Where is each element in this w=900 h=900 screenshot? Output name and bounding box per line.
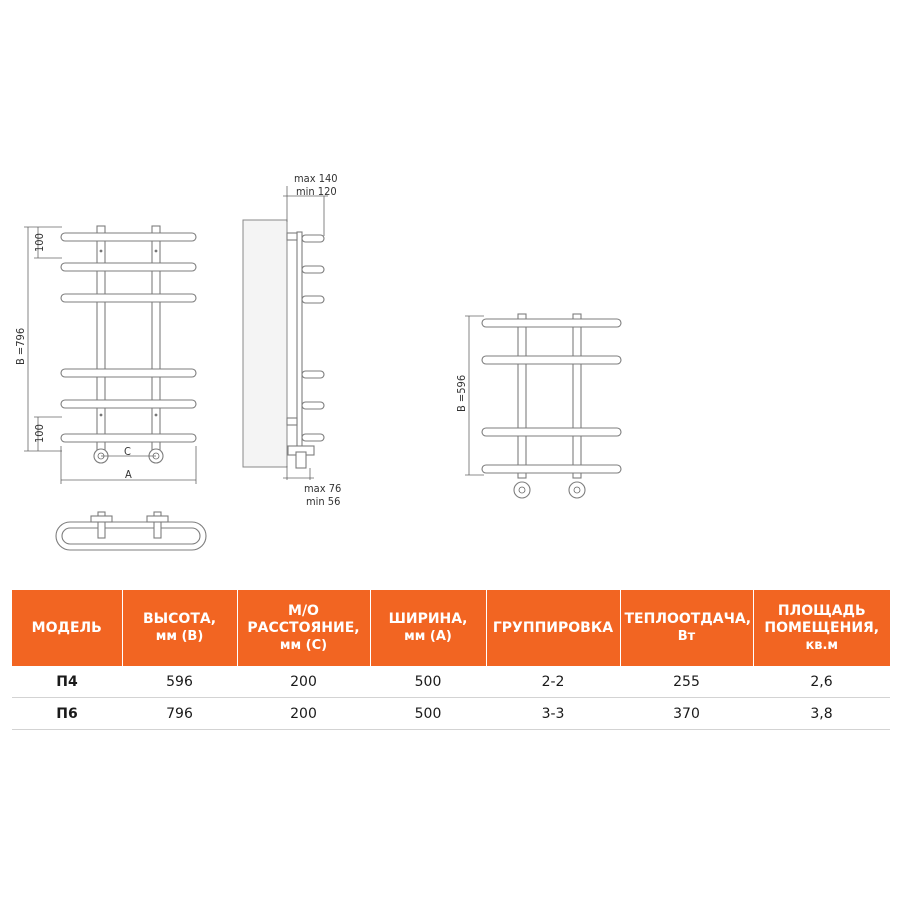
table-header-row bbox=[12, 590, 890, 666]
width-dimension-label: A bbox=[125, 468, 132, 481]
header-grouping: ГРУППИРОВКА bbox=[486, 590, 620, 666]
side-top-max-label: max 140 bbox=[294, 172, 338, 185]
p4-height-dimension-label: B =596 bbox=[455, 374, 468, 412]
side-bottom-max-label: max 76 bbox=[304, 482, 342, 495]
rail-4 bbox=[61, 369, 196, 377]
cell-grouping: 3-3 bbox=[486, 698, 620, 730]
cell-center-distance: 200 bbox=[237, 698, 370, 730]
center-distance-label: C bbox=[124, 445, 131, 458]
p4-right-post bbox=[573, 314, 581, 478]
rail-1 bbox=[61, 233, 196, 241]
header-model: МОДЕЛЬ bbox=[12, 590, 122, 666]
table-row bbox=[12, 666, 890, 698]
header-width: ШИРИНА, мм (A) bbox=[370, 590, 486, 666]
p4-rail-3 bbox=[482, 428, 621, 436]
cell-center-distance: 200 bbox=[237, 666, 370, 698]
p4-rail-4 bbox=[482, 465, 621, 473]
front-view-p6 bbox=[14, 226, 196, 484]
cell-width: 500 bbox=[370, 666, 486, 698]
cell-model: П6 bbox=[12, 698, 122, 730]
specs-table-container bbox=[12, 590, 890, 730]
p4-rail-1 bbox=[482, 319, 621, 327]
top-step-label: 100 bbox=[33, 233, 46, 252]
rail-6 bbox=[61, 434, 196, 442]
side-top-min-label: min 120 bbox=[296, 185, 337, 198]
rail-2 bbox=[61, 263, 196, 271]
height-dimension-label: B =796 bbox=[14, 327, 27, 365]
cell-height: 596 bbox=[122, 666, 237, 698]
front-view-p4 bbox=[455, 314, 621, 498]
table-row bbox=[12, 698, 890, 730]
top-view bbox=[56, 512, 206, 550]
p4-rail-2 bbox=[482, 356, 621, 364]
p4-left-post bbox=[518, 314, 526, 478]
rail-5 bbox=[61, 400, 196, 408]
cell-model: П4 bbox=[12, 666, 122, 698]
bottom-step-label: 100 bbox=[33, 424, 46, 443]
cell-room-area: 2,6 bbox=[753, 666, 890, 698]
wall bbox=[243, 220, 287, 467]
cell-room-area: 3,8 bbox=[753, 698, 890, 730]
header-height: ВЫСОТА, мм (B) bbox=[122, 590, 237, 666]
cell-heat-output: 370 bbox=[620, 698, 753, 730]
right-post bbox=[152, 226, 160, 452]
p4-right-valve bbox=[569, 482, 585, 498]
cell-width: 500 bbox=[370, 698, 486, 730]
side-bottom-min-label: min 56 bbox=[306, 495, 341, 508]
left-post bbox=[97, 226, 105, 452]
side-post bbox=[297, 232, 302, 447]
specs-table bbox=[12, 590, 890, 730]
side-view bbox=[243, 172, 341, 508]
cell-grouping: 2-2 bbox=[486, 666, 620, 698]
cell-heat-output: 255 bbox=[620, 666, 753, 698]
header-room-area: ПЛОЩАДЬ ПОМЕЩЕНИЯ, кв.м bbox=[753, 590, 890, 666]
rail-3 bbox=[61, 294, 196, 302]
header-center-distance: М/О РАССТОЯНИЕ, мм (C) bbox=[237, 590, 370, 666]
cell-height: 796 bbox=[122, 698, 237, 730]
p4-left-valve bbox=[514, 482, 530, 498]
header-heat-output: ТЕПЛООТДАЧА, Вт bbox=[620, 590, 753, 666]
